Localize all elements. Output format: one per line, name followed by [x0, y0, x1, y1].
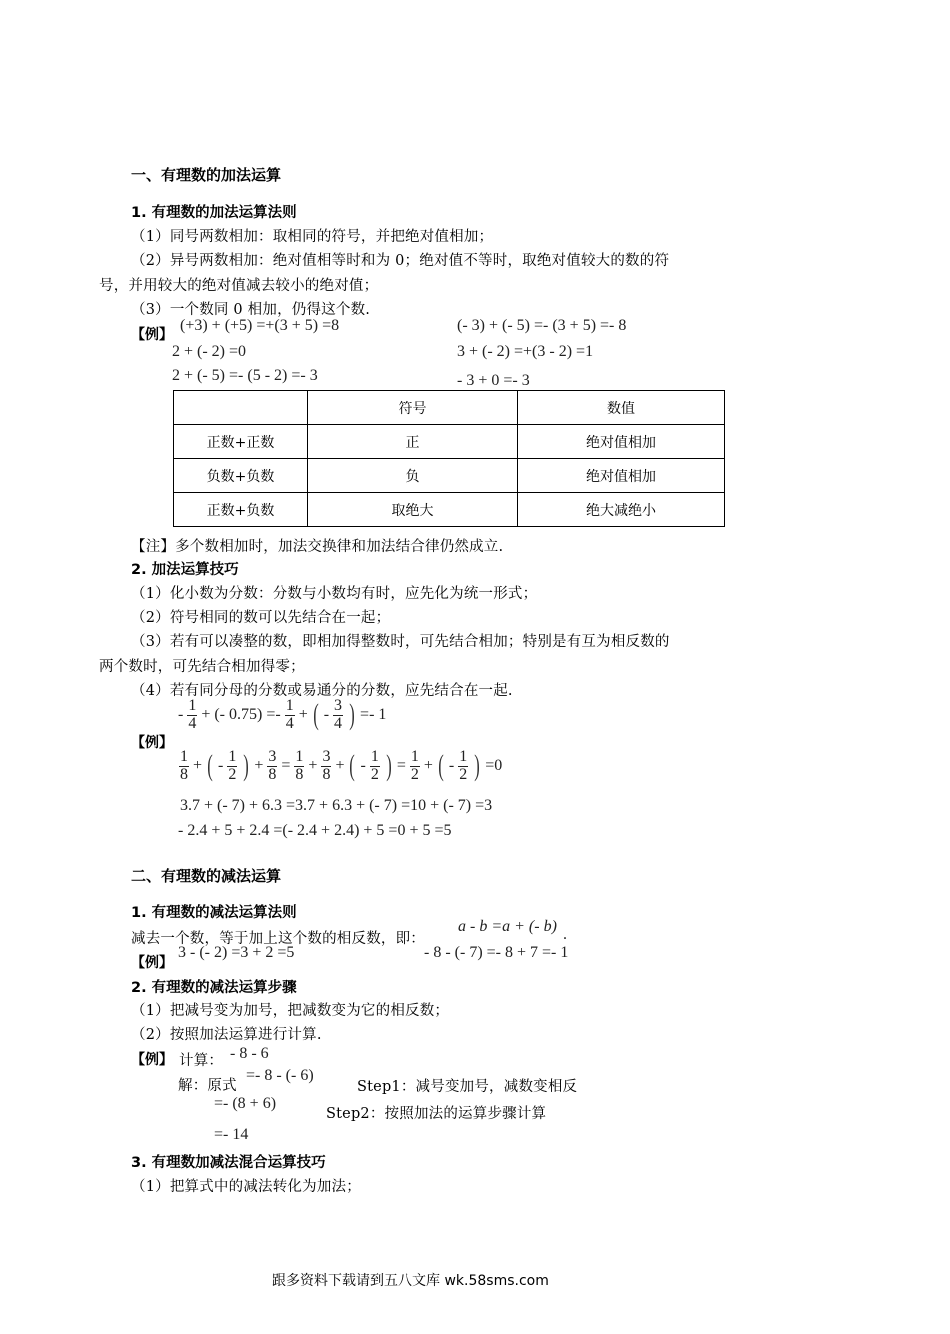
table-row	[174, 425, 725, 459]
table-cell: 负	[308, 459, 518, 493]
example-expression: 2 + (- 5) =- (5 - 2) =- 3	[172, 367, 318, 384]
tip-decimal-to-fraction: （1）化小数为分数：分数与小数均有时，应先化为统一形式；	[131, 586, 538, 602]
table-cell: 绝大减绝小	[518, 493, 725, 527]
subsection-addition-tips: 2. 加法运算技巧	[131, 562, 239, 578]
fraction-example-1: - $\frac{1}{4}$ + (- 0.75) =- $\frac{1}{4}$ + ( - $\frac{3}{4}$ ) =- 1	[178, 697, 387, 732]
footer-download-note: 跟多资料下载请到五八文库 wk.58sms.com	[272, 1273, 549, 1289]
decimal-example: 3.7 + (- 7) + 6.3 =3.7 + 6.3 + (- 7) =10 + (- 7) =3	[180, 797, 493, 814]
example-tag: 【例】	[131, 1052, 173, 1068]
table-cell: 绝对值相加	[518, 459, 725, 493]
formula-period: .	[563, 926, 567, 943]
solution-label: 解：原式	[178, 1078, 237, 1094]
subtraction-example: 3 - (- 2) =3 + 2 =5	[178, 944, 295, 961]
table-row	[174, 459, 725, 493]
subtraction-rule-text: 减去一个数，等于加上这个数的相反数，即：	[131, 931, 425, 947]
table-header-row	[174, 391, 725, 425]
subtraction-example: - 8 - (- 7) =- 8 + 7 =- 1	[424, 944, 569, 961]
table-row	[174, 493, 725, 527]
note-associative: 【注】多个数相加时，加法交换律和加法结合律仍然成立.	[131, 539, 504, 555]
example-expression: (- 3) + (- 5) =- (3 + 5) =- 8	[457, 317, 627, 334]
example-expression: 3 + (- 2) =+(3 - 2) =1	[457, 343, 594, 360]
tip-round-numbers-line2: 两个数时，可先结合相加得零；	[99, 659, 305, 675]
subsection-addition-rules: 1. 有理数的加法运算法则	[131, 205, 297, 221]
fraction-example-2: $\frac{1}{8}$ + ( - $\frac{1}{2}$ ) + $\frac{3}{8}$ = $\frac{1}{8}$ + $\frac{3}{8}$ + ( - $\frac{1}{2}$ ) = $\frac{1}{2}$ + ( - $\frac{1}{2}$ ) =0	[180, 748, 503, 783]
table-cell: 负数+负数	[174, 459, 308, 493]
rule-same-sign: （1）同号两数相加：取相同的符号，并把绝对值相加；	[131, 229, 494, 245]
table-cell: 正数+正数	[174, 425, 308, 459]
section-title-subtraction: 二、有理数的减法运算	[131, 867, 282, 885]
example-expression: - 3 + 0 =- 3	[457, 372, 530, 389]
step-note: Step2：按照加法的运算步骤计算	[326, 1106, 547, 1122]
example-expression: 2 + (- 2) =0	[172, 343, 247, 360]
sign-rule-table	[173, 390, 725, 527]
calc-expression: - 8 - 6	[230, 1045, 269, 1062]
subsection-mixed-tips: 3. 有理数加减法混合运算技巧	[131, 1155, 326, 1171]
tip-same-sign: （2）符号相同的数可以先结合在一起；	[131, 610, 391, 626]
table-cell: 绝对值相加	[518, 425, 725, 459]
step-add: （2）按照加法运算进行计算.	[131, 1027, 322, 1043]
table-header-cell: 数值	[518, 391, 725, 425]
example-tag: 【例】	[131, 735, 173, 751]
tip-same-denominator: （4）若有同分母的分数或易通分的分数，应先结合在一起.	[131, 683, 513, 699]
table-cell: 取绝大	[308, 493, 518, 527]
table-cell: 正	[308, 425, 518, 459]
solution-step: =- 8 - (- 6)	[246, 1067, 314, 1084]
subsection-subtraction-rule: 1. 有理数的减法运算法则	[131, 905, 297, 921]
solution-step: =- 14	[214, 1126, 249, 1143]
example-tag: 【例】	[131, 955, 173, 971]
step-note: Step1：减号变加号，减数变相反	[357, 1079, 578, 1095]
table-cell: 正数+负数	[174, 493, 308, 527]
decimal-example: - 2.4 + 5 + 2.4 =(- 2.4 + 2.4) + 5 =0 + 5 =5	[178, 822, 452, 839]
example-tag: 【例】	[131, 327, 173, 343]
mixed-tip-1: （1）把算式中的减法转化为加法；	[131, 1179, 361, 1195]
step-change-sign: （1）把减号变为加号，把减数变为它的相反数；	[131, 1003, 450, 1019]
calc-label: 计算：	[179, 1053, 224, 1069]
example-expression: (+3) + (+5) =+(3 + 5) =8	[180, 317, 340, 334]
subtraction-formula: a - b =a + (- b)	[458, 918, 557, 935]
section-title-addition: 一、有理数的加法运算	[131, 166, 282, 184]
table-header-cell: 符号	[308, 391, 518, 425]
rule-add-zero: （3）一个数同 0 相加，仍得这个数.	[131, 302, 371, 318]
tip-round-numbers-line1: （3）若有可以凑整的数，即相加得整数时，可先结合相加；特别是有互为相反数的	[131, 634, 670, 650]
rule-opposite-sign-line2: 号，并用较大的绝对值减去较小的绝对值；	[99, 278, 379, 294]
solution-step: =- (8 + 6)	[214, 1095, 277, 1112]
table-header-cell	[174, 391, 308, 425]
rule-opposite-sign-line1: （2）异号两数相加：绝对值相等时和为 0；绝对值不等时，取绝对值较大的数的符	[131, 253, 670, 269]
subsection-subtraction-steps: 2. 有理数的减法运算步骤	[131, 980, 297, 996]
